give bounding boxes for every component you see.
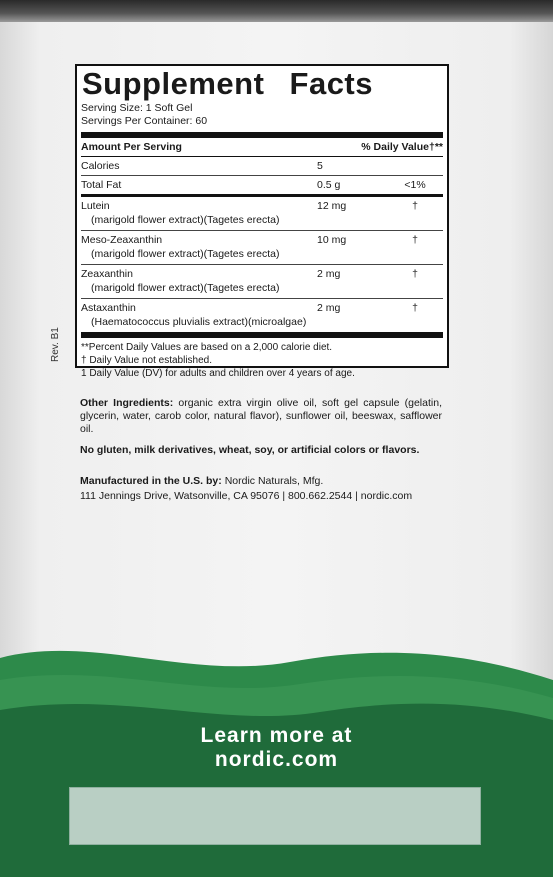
- facts-footnotes: **Percent Daily Values are based on a 2,000 calorie diet. † Daily Value not established. 1 Daily Value (DV) for adults and children over 4 years of age.: [81, 342, 355, 379]
- supplement-facts-panel: [75, 64, 449, 379]
- manufacturer-info: Manufactured in the U.S. by: Nordic Naturals, Mfg. 111 Jennings Drive, Watsonville, CA 95076 | 800.662.2544 | nordic.com: [80, 475, 413, 502]
- facts-row: Calories 5: [81, 157, 443, 176]
- blank-label-panel: [69, 787, 481, 845]
- box-top-edge: [0, 0, 553, 22]
- header-dv: % Daily Value†**: [361, 141, 443, 153]
- allergen-statement: No gluten, milk derivatives, wheat, soy, or artificial colors or flavors.: [80, 444, 420, 456]
- revision-label: Rev. B1: [50, 327, 61, 362]
- facts-header-row: [81, 138, 443, 157]
- servings-per-container: Servings Per Container: 60: [81, 115, 208, 127]
- learn-more: Learn more at nordic.com: [200, 724, 353, 771]
- facts-row: Meso-Zeaxanthin (marigold flower extract)(Tagetes erecta) 10 mg †: [81, 231, 443, 265]
- facts-title: Supplement Facts: [82, 66, 373, 101]
- other-ingredients: Other Ingredients: organic extra virgin olive oil, soft gel capsule (gelatin, glycerin, water, carob color, natural flavor), sunflower oil, beeswax, safflower oil.: [80, 397, 442, 435]
- facts-row: Total Fat 0.5 g <1%: [81, 176, 443, 197]
- header-amount: Amount Per Serving: [81, 141, 182, 153]
- facts-row: Zeaxanthin (marigold flower extract)(Tagetes erecta) 2 mg †: [81, 265, 443, 299]
- serving-size: Serving Size: 1 Soft Gel: [81, 102, 193, 114]
- facts-row: Astaxanthin (Haematococcus pluvialis extract)(microalgae) 2 mg †: [81, 299, 443, 338]
- facts-row: Lutein (marigold flower extract)(Tagetes erecta) 12 mg †: [81, 197, 443, 231]
